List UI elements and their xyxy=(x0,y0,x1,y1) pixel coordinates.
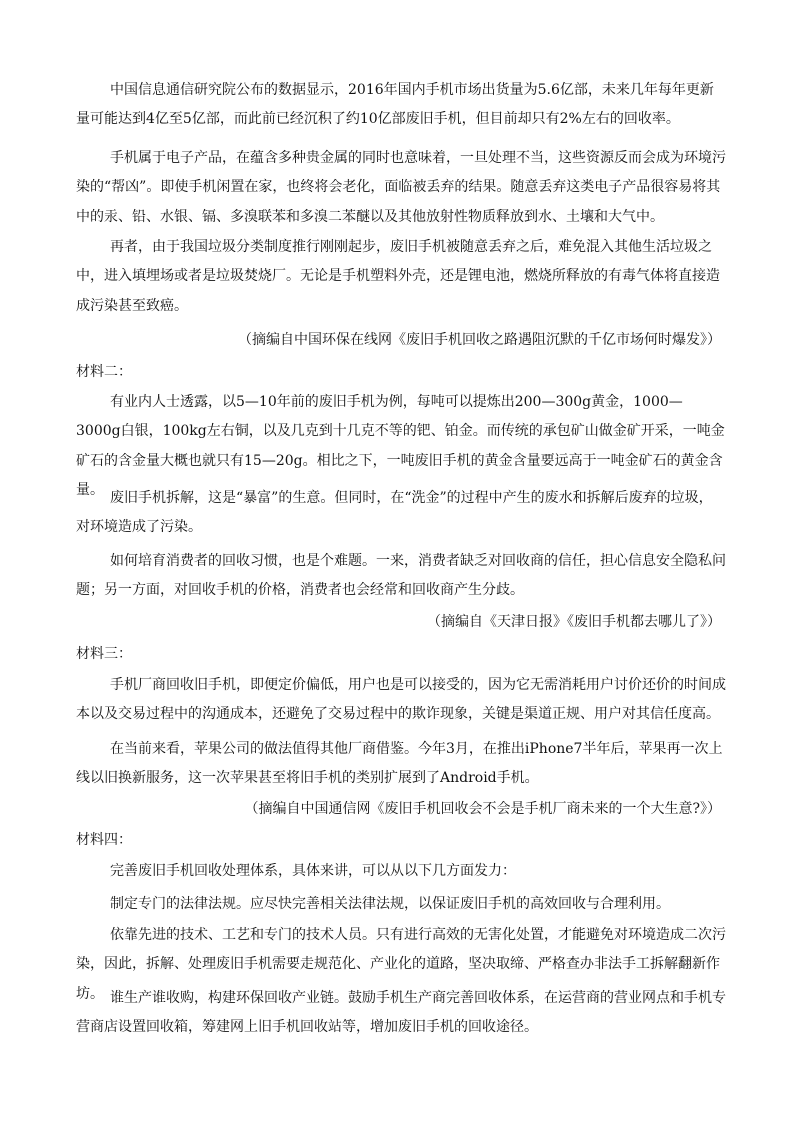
m2-source: （摘编自《天津日报》《废旧手机都去哪儿了》） xyxy=(427,614,721,630)
m4-paragraph-3: 依靠先进的技术、工艺和专门的技术人员。只有进行高效的无害化处置，才能避免对环境造成二次污染，因此，拆解、处理废旧手机需要走规范化、产业化的道路，坚决取缔、严格查办非法手工拆解翻新作坊。 xyxy=(76,927,726,1002)
m1-paragraph-1: 中国信息通信研究院公布的数据显示，2016年国内手机市场出货量为5.6亿部，未来几年每年更新量可能达到4亿至5亿部，而此前已经沉积了约10亿部废旧手机，但目前却只有2%左右的回收率。 xyxy=(76,82,714,128)
m4-paragraph-2: 制定专门的法律法规。应尽快完善相关法律法规，以保证废旧手机的高效回收与合理利用。 xyxy=(110,896,670,912)
m4-paragraph-4: 谁生产谁收购，构建环保回收产业链。鼓励手机生产商完善回收体系，在运营商的营业网点和手机专营商店设置回收箱，筹建网上旧手机回收站等，增加废旧手机的回收途径。 xyxy=(76,990,726,1036)
m2-paragraph-2: 废旧手机拆解，这是“暴富”的生意。但同时，在“洗金”的过程中产生的废水和拆解后废弃的垃圾，对环境造成了污染。 xyxy=(76,490,713,536)
m3-paragraph-1: 手机厂商回收旧手机，即便定价偏低，用户也是可以接受的，因为它无需消耗用户讨价还价的时间成本以及交易过程中的沟通成本，还避免了交易过程中的欺诈现象，关键是渠道正规、用户对其信任度高。 xyxy=(76,677,726,723)
m1-paragraph-2: 手机属于电子产品，在蕴含多种贵金属的同时也意味着，一旦处理不当，这些资源反而会成为环境污染的“帮凶”。即使手机闲置在家，也终将会老化，面临被丢弃的结果。随意丢弃这类电子产品很容易将其中的汞、铅、水银、镉、多溴联苯和多溴二苯醚以及其他放射性物质释放到水、土壤和大气中。 xyxy=(76,150,726,225)
m4-paragraph-1: 完善废旧手机回收处理体系，具体来讲，可以从以下几方面发力： xyxy=(110,863,516,879)
m2-paragraph-1: 有业内人士透露，以5—10年前的废旧手机为例，每吨可以提炼出200—300g黄金，1000—3000g白银，100kg左右铜，以及几克到十几克不等的钯、铂金。而传统的承包矿山做金矿开采，一吨金矿石的含金量大概也就只有15—20g。相比之下，一吨废旧手机的黄金含量要远高于一吨金矿石的黄金含量。 xyxy=(76,394,725,498)
m2-label: 材料二： xyxy=(76,364,132,380)
m1-paragraph-3: 再者，由于我国垃圾分类制度推行刚刚起步，废旧手机被随意丢弃之后，难免混入其他生活垃圾之中，进入填埋场或者是垃圾焚烧厂。无论是手机塑料外壳，还是锂电池，燃烧所释放的有毒气体将直接造成污染甚至致癌。 xyxy=(76,239,720,314)
m3-paragraph-2: 在当前来看，苹果公司的做法值得其他厂商借鉴。今年3月，在推出iPhone7半年后，苹果再一次上线以旧换新服务，这一次苹果甚至将旧手机的类别扩展到了Android手机。 xyxy=(76,741,723,787)
m1-source: （摘编自中国环保在线网《废旧手机回收之路遇阻沉默的千亿市场何时爆发》） xyxy=(238,332,721,348)
m2-paragraph-3: 如何培育消费者的回收习惯，也是个难题。一来，消费者缺乏对回收商的信任，担心信息安全隐私问题；另一方面，对回收手机的价格，消费者也会经常和回收商产生分歧。 xyxy=(76,553,726,599)
m4-label: 材料四： xyxy=(76,832,132,848)
m3-source: （摘编自中国通信网《废旧手机回收会不会是手机厂商未来的一个大生意?》） xyxy=(244,801,721,817)
m3-label: 材料三： xyxy=(76,646,132,662)
